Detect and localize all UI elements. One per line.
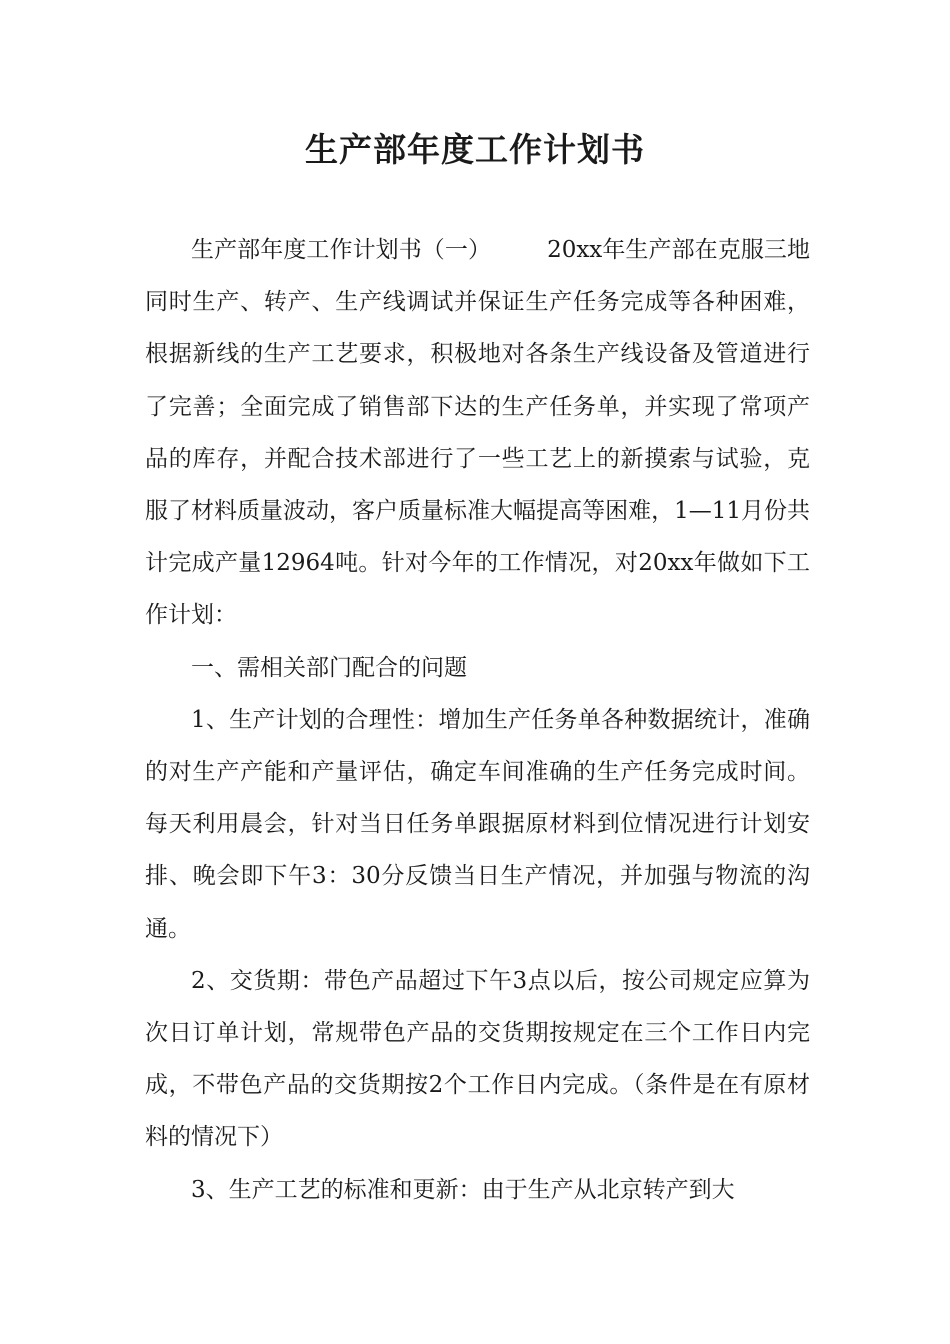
paragraph-text: 20xx年生产部在克服三地同时生产、转产、生产线调试并保证生产任务完成等各种困难，根据新线的生产工艺要求，积极地对各条生产线设备及管道进行了完善；全面完成了销售部下达的生产任务单，并实现了常项产品的库存，并配合技术部进行了一些工艺上的新摸索与试验，克服了材料质量波动，客户质量标准大幅提高等困难，1—11月份共计完成产量12964吨。针对今年的工作情况，对20xx年做如下工作计划： [145, 237, 811, 629]
paragraph-lead: 生产部年度工作计划书（一） [191, 237, 492, 263]
paragraph-intro [145, 224, 810, 642]
paragraph-item-1: 1、生产计划的合理性：增加生产任务单各种数据统计，准确的对生产产能和产量评估，确定车间准确的生产任务完成时间。每天利用晨会，针对当日任务单跟据原材料到位情况进行计划安排、晚会即下午3：30分反馈当日生产情况，并加强与物流的沟通。 [145, 706, 810, 942]
document-body [145, 224, 810, 1216]
section-heading: 一、需相关部门配合的问题 [191, 654, 467, 681]
paragraph-item-2: 2、交货期：带色产品超过下午3点以后，按公司规定应算为次日订单计划，常规带色产品的交货期按规定在三个工作日内完成，不带色产品的交货期按2个工作日内完成。（条件是在有原材料的情况下） [145, 967, 810, 1151]
page-title: 生产部年度工作计划书 [305, 130, 645, 169]
paragraph-item-3: 3、生产工艺的标准和更新：由于生产从北京转产到大 [191, 1176, 735, 1203]
